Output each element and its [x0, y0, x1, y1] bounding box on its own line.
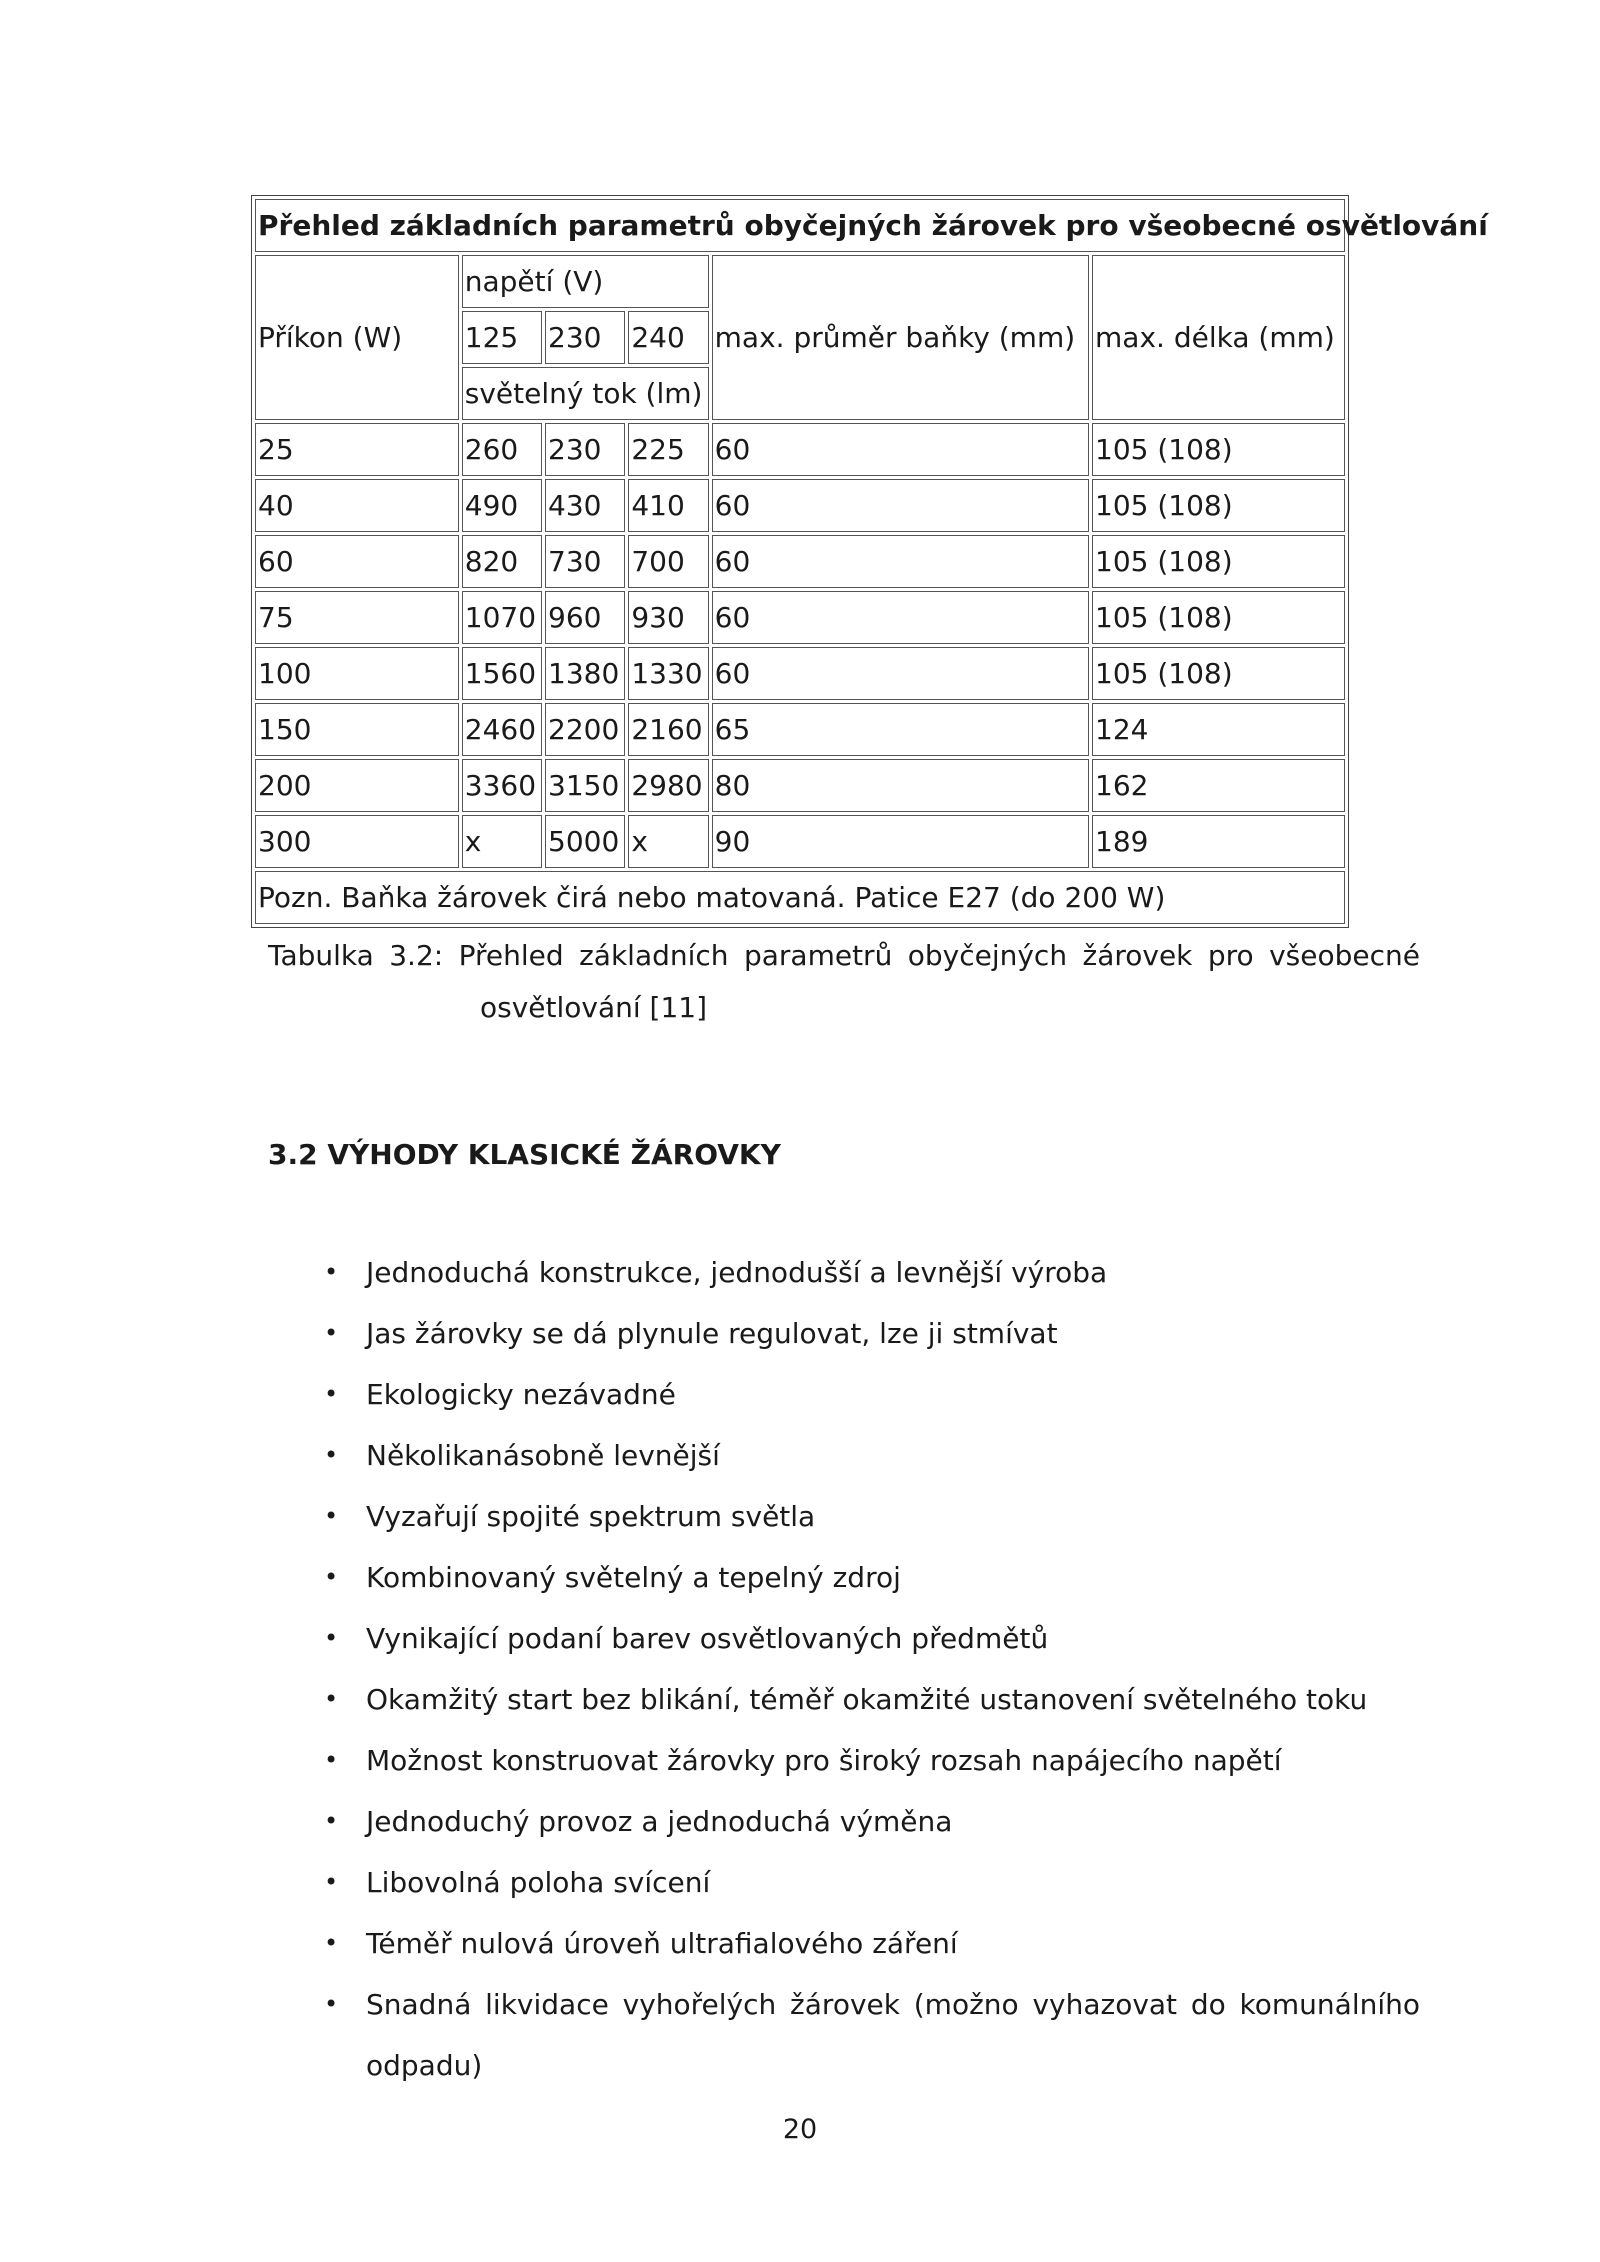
list-item-text: Několikanásobně levnější: [366, 1439, 720, 1472]
list-item: [0, 1242, 1420, 1303]
bullet-icon: •: [324, 1563, 339, 1591]
cell-flux-240: 1330: [628, 647, 708, 700]
list-item-text: Vynikající podaní barev osvětlovaných předmětů: [366, 1622, 1049, 1655]
cell-flux-125: 820: [462, 535, 542, 588]
bullet-icon: •: [324, 1929, 339, 1957]
table-row: [255, 591, 1345, 644]
table-note: Pozn. Baňka žárovek čirá nebo matovaná. Patice E27 (do 200 W): [255, 871, 1345, 924]
list-item-text: Jednoduchý provoz a jednoduchá výměna: [366, 1805, 953, 1838]
table-row: [255, 815, 1345, 868]
list-item: [0, 1364, 1420, 1425]
table-caption: [268, 930, 1420, 1034]
table-body: [255, 423, 1345, 868]
caption-word: Přehled: [458, 939, 564, 972]
bullet-icon: •: [324, 1990, 339, 2018]
caption-word: Tabulka: [268, 939, 374, 972]
cell-length: 105 (108): [1092, 647, 1345, 700]
cell-flux-125: 260: [462, 423, 542, 476]
cell-diameter: 60: [712, 535, 1089, 588]
cell-length: 105 (108): [1092, 479, 1345, 532]
table-row: [255, 759, 1345, 812]
table-row: [255, 703, 1345, 756]
cell-length: 162: [1092, 759, 1345, 812]
cell-diameter: 60: [712, 591, 1089, 644]
header-voltage-125: 125: [462, 311, 542, 364]
table-header-row: [255, 255, 1345, 308]
list-item: [0, 1913, 1420, 1974]
cell-diameter: 60: [712, 479, 1089, 532]
list-item: [0, 1974, 1420, 2096]
cell-power: 40: [255, 479, 459, 532]
caption-word: pro: [1207, 939, 1254, 972]
table-row: [255, 423, 1345, 476]
cell-power: 100: [255, 647, 459, 700]
cell-flux-125: 490: [462, 479, 542, 532]
bullet-icon: •: [324, 1380, 339, 1408]
cell-length: 189: [1092, 815, 1345, 868]
bullet-icon: •: [324, 1746, 339, 1774]
cell-power: 25: [255, 423, 459, 476]
advantages-list: [0, 1242, 1600, 2096]
cell-flux-240: 410: [628, 479, 708, 532]
cell-flux-230: 230: [545, 423, 625, 476]
caption-line-1: [268, 930, 1420, 982]
cell-diameter: 60: [712, 423, 1089, 476]
cell-flux-240: 700: [628, 535, 708, 588]
caption-line-2: osvětlování [11]: [480, 991, 708, 1024]
cell-flux-230: 960: [545, 591, 625, 644]
list-item: [0, 1425, 1420, 1486]
list-item: [0, 1791, 1420, 1852]
table-row: [255, 535, 1345, 588]
bullet-icon: •: [324, 1807, 339, 1835]
table-title: Přehled základních parametrů obyčejných žárovek pro všeobecné osvětlování: [255, 199, 1345, 252]
table-row: [255, 647, 1345, 700]
list-item: [0, 1669, 1420, 1730]
cell-diameter: 60: [712, 647, 1089, 700]
cell-flux-125: 2460: [462, 703, 542, 756]
list-item-text: Kombinovaný světelný a tepelný zdroj: [366, 1561, 901, 1594]
header-voltage-240: 240: [628, 311, 708, 364]
caption-word: obyčejných: [907, 939, 1068, 972]
bullet-icon: •: [324, 1441, 339, 1469]
list-item: [0, 1608, 1420, 1669]
page-number: 20: [782, 2114, 818, 2145]
caption-word: 3.2:: [389, 939, 444, 972]
cell-flux-230: 5000: [545, 815, 625, 868]
cell-diameter: 90: [712, 815, 1089, 868]
list-item-text: Jas žárovky se dá plynule regulovat, lze ji stmívat: [366, 1317, 1058, 1350]
bullet-icon: •: [324, 1258, 339, 1286]
list-item-text: Libovolná poloha svícení: [366, 1866, 711, 1899]
cell-flux-230: 2200: [545, 703, 625, 756]
parameters-table: [251, 195, 1488, 928]
cell-diameter: 65: [712, 703, 1089, 756]
cell-power: 200: [255, 759, 459, 812]
cell-length: 105 (108): [1092, 423, 1345, 476]
header-length: max. délka (mm): [1092, 255, 1345, 420]
cell-length: 105 (108): [1092, 535, 1345, 588]
cell-flux-240: 2160: [628, 703, 708, 756]
cell-flux-125: 3360: [462, 759, 542, 812]
list-item: [0, 1303, 1420, 1364]
list-item-text: Téměř nulová úroveň ultrafialového záření: [366, 1927, 958, 1960]
cell-flux-240: x: [628, 815, 708, 868]
list-item-text: Ekologicky nezávadné: [366, 1378, 676, 1411]
table-row: [255, 479, 1345, 532]
bullet-icon: •: [324, 1624, 339, 1652]
cell-flux-125: 1560: [462, 647, 542, 700]
caption-word: všeobecné: [1269, 939, 1420, 972]
cell-flux-125: x: [462, 815, 542, 868]
list-item-text: Možnost konstruovat žárovky pro široký rozsah napájecího napětí: [366, 1744, 1282, 1777]
cell-flux-125: 1070: [462, 591, 542, 644]
list-item: [0, 1852, 1420, 1913]
caption-word: základních: [579, 939, 729, 972]
bullet-icon: •: [324, 1868, 339, 1896]
list-item: [0, 1730, 1420, 1791]
cell-flux-240: 2980: [628, 759, 708, 812]
cell-flux-230: 730: [545, 535, 625, 588]
cell-power: 75: [255, 591, 459, 644]
bullet-icon: •: [324, 1319, 339, 1347]
caption-word: parametrů: [743, 939, 893, 972]
bullet-icon: •: [324, 1685, 339, 1713]
cell-diameter: 80: [712, 759, 1089, 812]
header-voltage: napětí (V): [462, 255, 709, 308]
cell-flux-240: 930: [628, 591, 708, 644]
cell-power: 150: [255, 703, 459, 756]
list-item-text: Okamžitý start bez blikání, téměř okamžité ustanovení světelného toku: [366, 1683, 1368, 1716]
list-item: [0, 1547, 1420, 1608]
section-heading: 3.2 VÝHODY KLASICKÉ ŽÁROVKY: [268, 1138, 781, 1171]
cell-power: 300: [255, 815, 459, 868]
header-voltage-230: 230: [545, 311, 625, 364]
bullet-icon: •: [324, 1502, 339, 1530]
cell-flux-230: 430: [545, 479, 625, 532]
list-item-text: Vyzařují spojité spektrum světla: [366, 1500, 816, 1533]
list-item-text: Jednoduchá konstrukce, jednodušší a levnější výroba: [366, 1256, 1108, 1289]
caption-word: žárovek: [1082, 939, 1193, 972]
cell-power: 60: [255, 535, 459, 588]
cell-flux-230: 3150: [545, 759, 625, 812]
cell-flux-240: 225: [628, 423, 708, 476]
table-note-row: [255, 871, 1345, 924]
cell-flux-230: 1380: [545, 647, 625, 700]
header-diameter: max. průměr baňky (mm): [712, 255, 1089, 420]
header-flux: světelný tok (lm): [462, 367, 709, 420]
cell-length: 105 (108): [1092, 591, 1345, 644]
list-item-text: Snadná likvidace vyhořelých žárovek (možno vyhazovat do komunálního odpadu): [366, 1988, 1420, 2082]
header-power: Příkon (W): [255, 255, 459, 420]
list-item: [0, 1486, 1420, 1547]
cell-length: 124: [1092, 703, 1345, 756]
table-title-row: [255, 199, 1345, 252]
